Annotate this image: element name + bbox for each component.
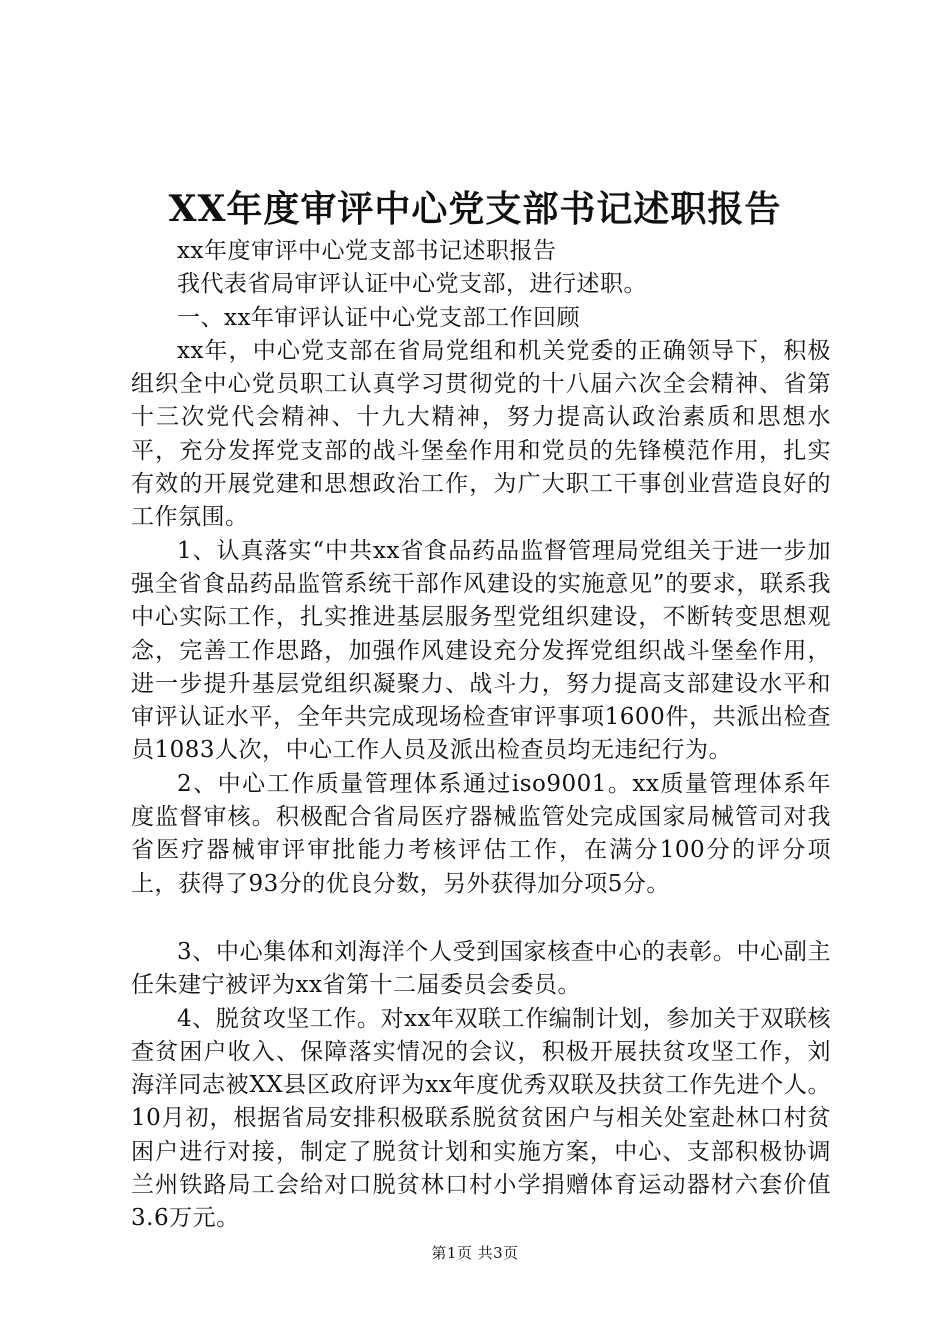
section-heading: 一、xx年审评认证中心党支部工作回顾 bbox=[177, 304, 580, 331]
document-title: XX年度审评中心党支部书记述职报告 bbox=[168, 188, 782, 230]
paragraph-item-1: 1、认真落实“中共xx省食品药品监督管理局党组关于进一步加强全省食品药品监管系统干部作风建设的实施意见”的要求，联系我中心实际工作，扎实推进基层服务型党组织建设，不断转变思想观念，完善工作思路，加强作风建设充分发挥党组织战斗堡垒作用，进一步提升基层党组织凝聚力、战斗力，努力提高支部建设水平和审评认证水平，全年共完成现场检查审评事项1600件，共派出检查员1083人次，中心工作人员及派出检查员均无违纪行为。 bbox=[131, 537, 831, 764]
paragraph-item-3: 3、中心集体和刘海洋个人受到国家核查中心的表彰。中心副主任朱建宁被评为xx省第十二届委员会委员。 bbox=[131, 938, 831, 999]
page-number: 第1页 共3页 bbox=[431, 1244, 519, 1262]
paragraph-spacer bbox=[131, 901, 831, 936]
paragraph-item-4: 4、脱贫攻坚工作。对xx年双联工作编制计划，参加关于双联核查贫困户收入、保障落实情况的会议，积极开展扶贫攻坚工作，刘海洋同志被XX县区政府评为xx年度优秀双联及扶贫工作先进个人。10月初，根据省局安排积极联系脱贫贫困户与相关处室赴林口村贫困户进行对接，制定了脱贫计划和实施方案，中心、支部积极协调兰州铁路局工会给对口脱贫林口村小学捐赠体育运动器材六套价值3.6万元。 bbox=[131, 1005, 831, 1232]
paragraph-item-2: 2、中心工作质量管理体系通过iso9001。xx质量管理体系年度监督审核。积极配合省局医疗器械监管处完成国家局械管司对我省医疗器械审评审批能力考核评估工作，在满分100分的评分项上，获得了93分的优良分数，另外获得加分项5分。 bbox=[131, 770, 831, 897]
paragraph-subtitle: xx年度审评中心党支部书记述职报告 bbox=[177, 238, 557, 264]
document-body bbox=[131, 235, 831, 1236]
paragraph-overview: xx年，中心党支部在省局党组和机关党委的正确领导下，积极组织全中心党员职工认真学习贯彻党的十八届六次全会精神、省第十三次党代会精神、十九大精神，努力提高认政治素质和思想水平，充分发挥党支部的战斗堡垒作用和党员的先锋模范作用，扎实有效的开展党建和思想政治工作，为广大职工干事创业营造良好的工作氛围。 bbox=[131, 337, 831, 531]
paragraph-intro: 我代表省局审评认证中心党支部，进行述职。 bbox=[177, 271, 647, 298]
